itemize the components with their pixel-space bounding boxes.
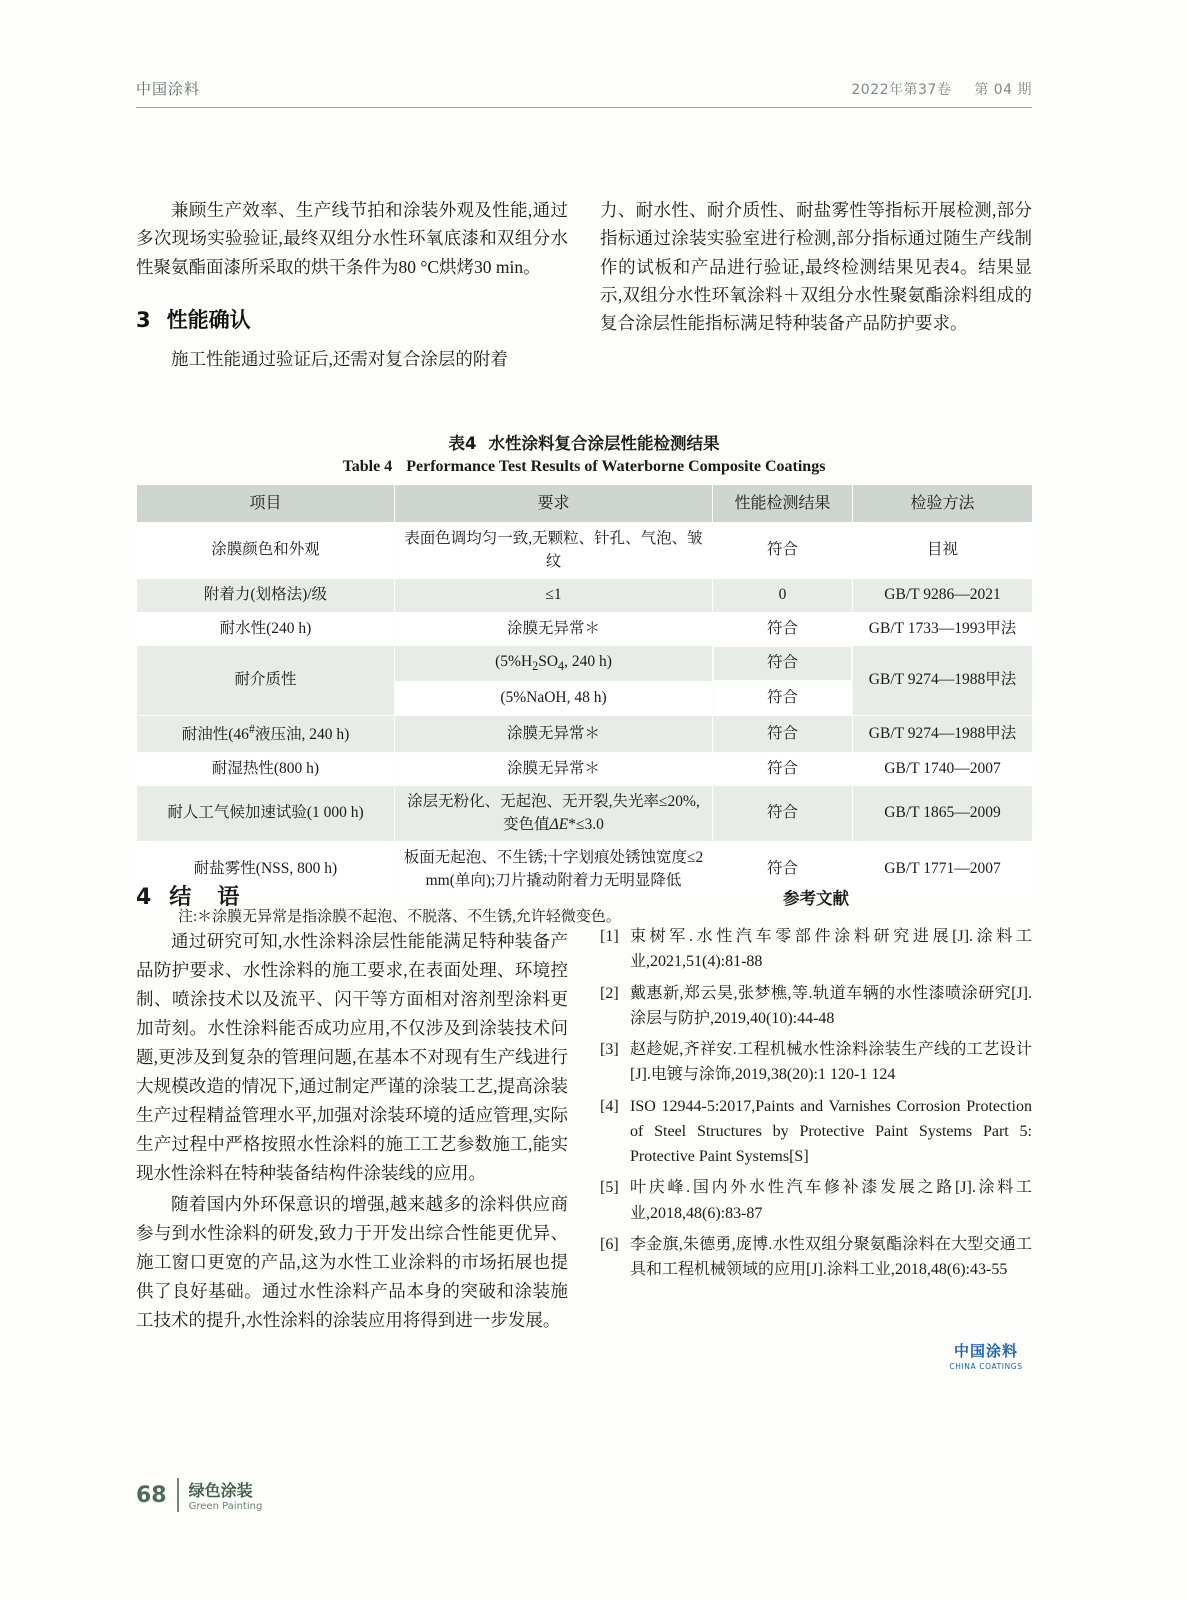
table-row (137, 646, 1033, 682)
references-title: 参考文献 (783, 889, 849, 908)
cell-requirement: 涂层无粉化、无起泡、无开裂,失光率≤20%,变色值ΔE*≤3.0 (395, 786, 713, 842)
china-coatings-logo (940, 1340, 1032, 1371)
paragraph-left-1: 兼顾生产效率、生产线节拍和涂装外观及性能,通过多次现场实验验证,最终双组分水性环氧底漆和双组分水性聚氨酯面漆所采取的烘干条件为80 °C烘烤30 min。 (136, 200, 568, 277)
table-title-cn (136, 430, 1032, 454)
reference-mark: [4] (600, 1097, 619, 1115)
reference-mark: [5] (600, 1179, 619, 1197)
column-header-method: 检验方法 (853, 485, 1033, 523)
page-number: 68 (136, 1482, 167, 1508)
volume-label: 2022年第37卷 (851, 82, 952, 98)
reference-item (600, 1037, 1032, 1088)
cell-item: 耐盐雾性(NSS, 800 h) (137, 842, 395, 898)
cell-item: 附着力(划格法)/级 (137, 579, 395, 612)
cell-item: 耐介质性 (137, 646, 395, 716)
reference-mark: [1] (600, 928, 619, 946)
section-heading-3 (136, 303, 568, 337)
table-number-cn: 表4 (448, 434, 477, 453)
logo-text-cn: 中国涂料 (953, 1342, 1018, 1360)
upper-right-column (600, 196, 1032, 340)
reference-text: ISO 12944-5:2017,Paints and Varnishes Corrosion Protection of Steel Structures by Protective Paint Systems Part 5: Protective Paint Systems[S] (630, 1097, 1032, 1166)
table-row (137, 716, 1033, 753)
cell-method: GB/T 9274—1988甲法 (853, 716, 1033, 753)
cell-item: 耐油性(46#液压油, 240 h) (137, 716, 395, 753)
cell-method: 目视 (853, 523, 1033, 579)
conclusion-number: 4 (136, 885, 154, 910)
cell-method: GB/T 9286—2021 (853, 579, 1033, 612)
cell-result: 符合 (713, 752, 853, 785)
reference-item (600, 1175, 1032, 1226)
reference-text: 李金旗,朱德勇,庞博.水性双组分聚氨酯涂料在大型交通工具和工程机械领域的应用[J].涂料工业,2018,48(6):43-55 (630, 1235, 1032, 1279)
reference-item (600, 981, 1032, 1032)
upper-left-column (136, 196, 568, 375)
reference-mark: [3] (600, 1041, 619, 1059)
cell-item: 耐湿热性(800 h) (137, 752, 395, 785)
reference-text: 束树军.水性汽车零部件涂料研究进展[J].涂料工业,2021,51(4):81-88 (630, 928, 1032, 971)
paragraph-left-2: 施工性能通过验证后,还需对复合涂层的附着 (171, 349, 508, 370)
cell-method: GB/T 1740—2007 (853, 752, 1033, 785)
cell-result-2: 符合 (713, 681, 852, 715)
table-number-en: Table 4 (342, 458, 393, 475)
reference-text: 赵趁妮,齐祥安.工程机械水性涂料涂装生产线的工艺设计[J].电镀与涂饰,2019,38(20):1 120-1 124 (630, 1041, 1032, 1084)
cell-requirement: 涂膜无异常＊ (395, 752, 713, 785)
footer-divider (177, 1478, 179, 1512)
cell-result: 0 (713, 579, 853, 612)
reference-item (600, 1094, 1032, 1170)
page-footer (136, 1478, 262, 1512)
table-note: 注:＊涂膜无异常是指涂膜不起泡、不脱落、不生锈,允许轻微变色。 (178, 908, 621, 925)
table-row (137, 579, 1033, 612)
section-number: 3 (136, 308, 151, 333)
table-row (137, 786, 1033, 842)
footer-label-cn: 绿色涂装 (188, 1481, 253, 1500)
cell-method: GB/T 1865—2009 (853, 786, 1033, 842)
table-title-en (136, 458, 1032, 476)
section-heading-4 (136, 880, 568, 917)
reference-text: 戴惠新,郑云昊,张梦樵,等.轨道车辆的水性漆喷涂研究[J].涂层与防护,2019,40(10):44-48 (630, 984, 1032, 1027)
cell-method: GB/T 9274—1988甲法 (853, 646, 1033, 716)
reference-item (600, 924, 1032, 975)
footer-label-en: Green Painting (188, 1501, 263, 1512)
cell-requirement: 涂膜无异常＊ (395, 612, 713, 645)
cell-method: GB/T 1771—2007 (853, 842, 1033, 898)
performance-table (136, 484, 1033, 898)
reference-mark: [2] (600, 984, 619, 1002)
cell-requirement: ≤1 (395, 579, 713, 612)
cell-result: 符合 (713, 646, 852, 680)
issue-label: 第 04 期 (974, 82, 1032, 98)
table-header-row (137, 485, 1033, 523)
column-header-requirement: 要求 (395, 485, 713, 523)
cell-requirement: 板面无起泡、不生锈;十字划痕处锈蚀宽度≤2 mm(单向);刀片撬动附着力无明显降低 (395, 842, 713, 898)
cell-result: 符合 (713, 786, 853, 842)
cell-requirement: 涂膜无异常＊ (395, 716, 713, 753)
table-row (137, 612, 1033, 645)
conclusion-column (136, 880, 568, 1337)
issue-info (851, 79, 1032, 99)
conclusion-paragraph-2: 随着国内外环保意识的增强,越来越多的涂料供应商参与到水性涂料的研发,致力于开发出综合性能更优异、施工窗口更宽的产品,这为水性工业涂料的市场拓展也提供了良好基础。通过水性涂料产品本身的突破和涂装施工技术的提升,水性涂料的涂装应用将得到进一步发展。 (136, 1193, 568, 1331)
cell-result: 符合 (713, 716, 853, 753)
conclusion-paragraph-1: 通过研究可知,水性涂料涂层性能能满足特种装备产品防护要求、水性涂料的施工要求,在表面处理、环境控制、喷涂技术以及流平、闪干等方面相对溶剂型涂料更加苛刻。水性涂料能否成功应用,不仅涉及到涂装技术问题,更涉及到复杂的管理问题,在基本不对现有生产线进行大规模改造的情况下,通过制定严谨的涂装工艺,提高涂装生产过程精益管理水平,加强对涂装环境的适应管理,实际生产过程中严格按照水性涂料的施工工艺参数施工,能实现水性涂料在特种装备结构件涂装线的应用。 (136, 930, 568, 1183)
cell-requirement-sublabel (395, 646, 713, 682)
footer-label (189, 1478, 263, 1512)
cell-item: 耐人工气候加速试验(1 000 h) (137, 786, 395, 842)
paragraph-right-1: 力、耐水性、耐介质性、耐盐雾性等指标开展检测,部分指标通过涂装实验室进行检测,部分指标通过随生产线制作的试板和产品进行验证,最终检测结果见表4。结果显示,双组分水性环氧涂料＋双组分水性聚氨酯涂料组成的复合涂层性能指标满足特种装备产品防护要求。 (600, 200, 1032, 334)
conclusion-title: 结 语 (169, 885, 242, 910)
column-header-item: 项目 (137, 485, 395, 523)
references-column (600, 880, 1032, 1289)
cell-requirement: 表面色调均匀一致,无颗粒、针孔、气泡、皱纹 (395, 523, 713, 579)
journal-name: 中国涂料 (136, 80, 201, 98)
reference-item (600, 1232, 1032, 1283)
cell-result: 符合 (713, 612, 853, 645)
reference-text: 叶庆峰.国内外水性汽车修补漆发展之路[J].涂料工业,2018,48(6):83-87 (630, 1179, 1032, 1222)
table-row (137, 523, 1033, 579)
page-header (136, 78, 1032, 108)
reference-mark: [6] (600, 1235, 619, 1253)
sub-condition-1: ($5\%H_2SO_4$, 240 h) (495, 653, 612, 674)
table-caption-cn: 水性涂料复合涂层性能检测结果 (488, 434, 720, 453)
cell-item: 涂膜颜色和外观 (137, 523, 395, 579)
table-block (136, 430, 1032, 926)
logo-text-en: CHINA COATINGS (949, 1362, 1023, 1371)
cell-requirement-sublabel-2 (395, 682, 713, 716)
cell-result: 符合 (713, 842, 853, 898)
column-header-result: 性能检测结果 (713, 485, 853, 523)
table-caption-en: Performance Test Results of Waterborne Composite Coatings (406, 458, 826, 475)
cell-result: 符合 (713, 523, 853, 579)
table-row (137, 752, 1033, 785)
section-title: 性能确认 (166, 308, 251, 333)
cell-method: GB/T 1733—1993甲法 (853, 612, 1033, 645)
sub-condition-2: (5%NaOH, 48 h) (500, 689, 607, 707)
cell-item: 耐水性(240 h) (137, 612, 395, 645)
